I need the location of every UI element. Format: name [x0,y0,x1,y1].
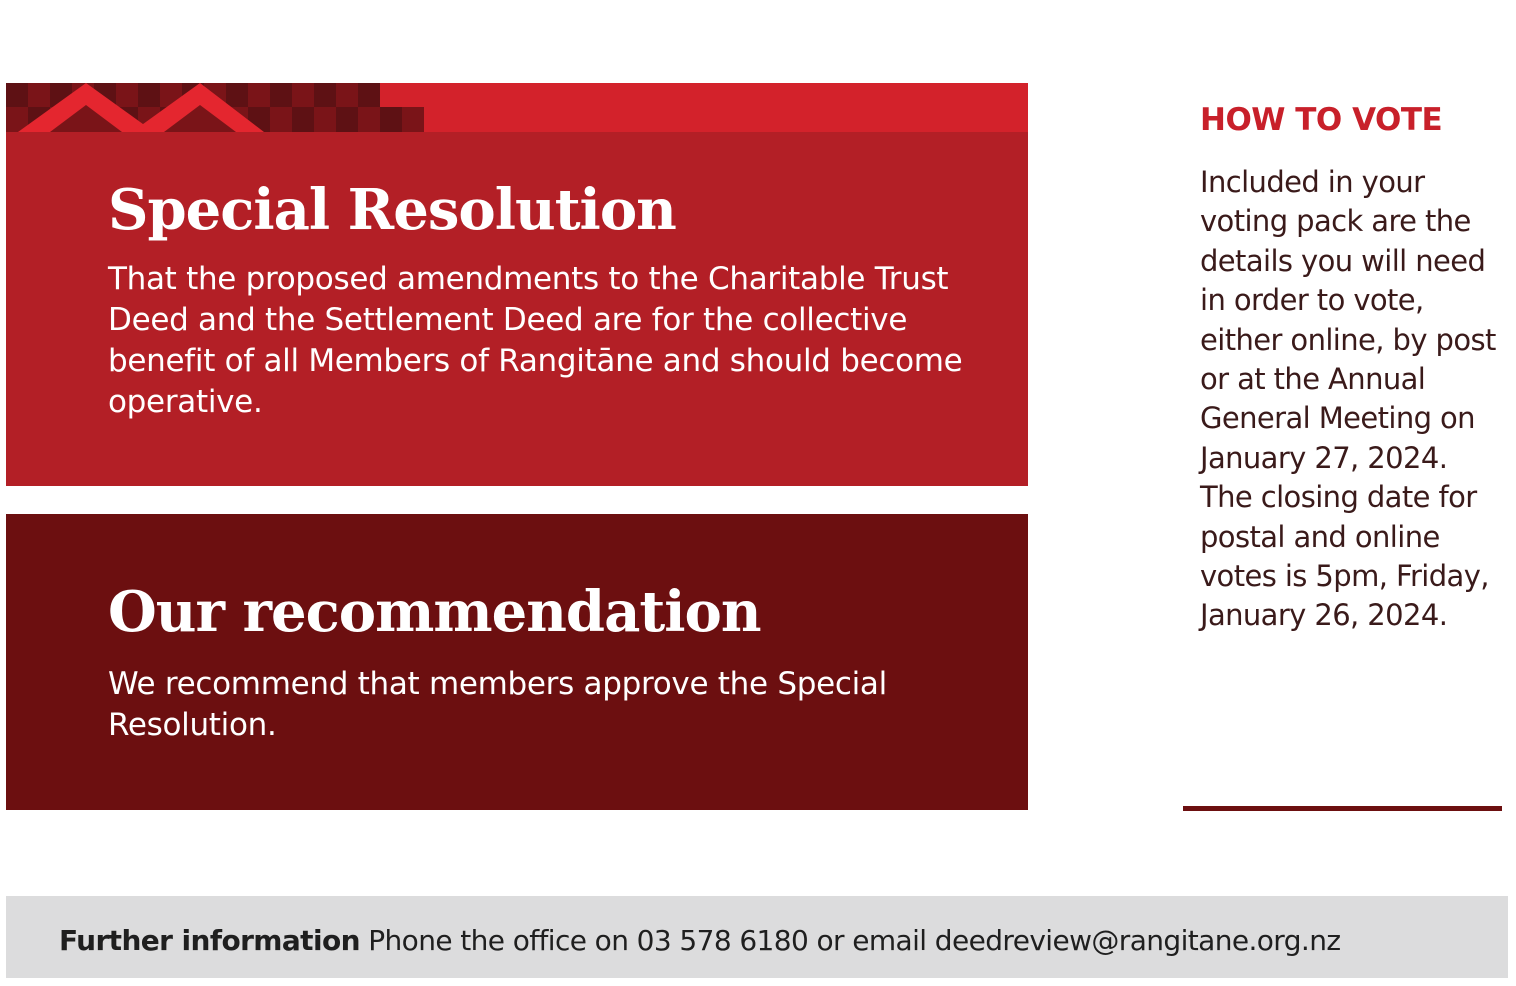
footer-phone-prefix: Phone the office on [368,924,629,957]
further-information-bar [6,896,1508,978]
office-phone-number[interactable]: 03 578 6180 [636,924,809,957]
footer-email-prefix: or email [816,924,927,957]
how-to-vote-text: Included in your voting pack are the details you will need in order to vote, either online, by post or at the Annual General Meeting on January 27, 2024. The closing date for postal and online votes is 5pm, Friday, January 26, 2024. [1200,165,1496,633]
recommendation-panel [6,514,1028,810]
special-resolution-text: That the proposed amendments to the Charitable Trust Deed and the Settlement Deed are for the collective benefit of all Members of Rangitāne and should become operative. [108,261,963,420]
recommendation-title: Our recommendation [108,579,761,645]
further-information-text [59,923,1340,959]
checker-triangle-pattern [6,83,436,132]
special-resolution-title: Special Resolution [108,177,676,243]
decorative-pattern-band [6,83,1028,132]
recommendation-text: We recommend that members approve the Special Resolution. [108,666,887,743]
special-resolution-panel [6,83,1028,486]
further-information-label: Further information [59,924,360,957]
sidebar-divider [1183,806,1502,811]
email-link[interactable]: deedreview@rangitane.org.nz [934,924,1341,957]
how-to-vote-heading: HOW TO VOTE [1200,102,1443,138]
